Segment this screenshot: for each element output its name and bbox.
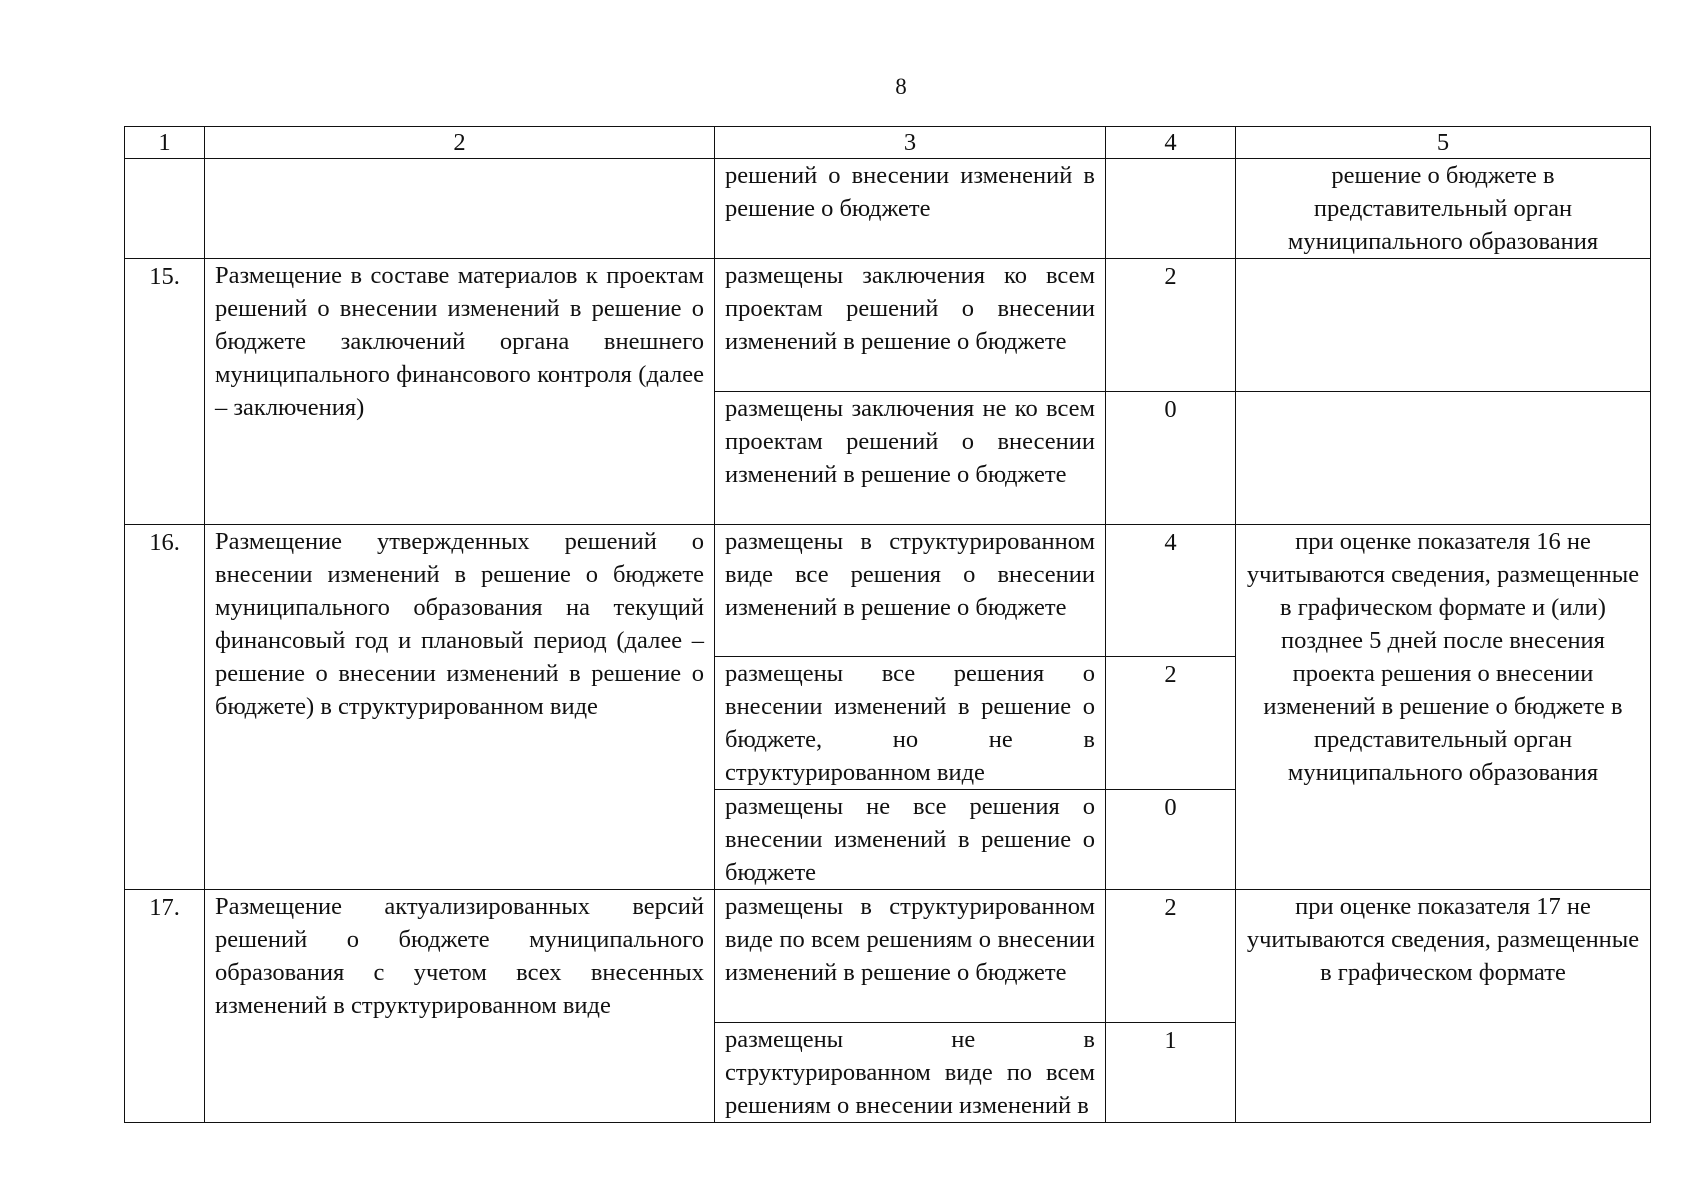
score-cell: 0 (1106, 790, 1236, 890)
header-row (125, 127, 1651, 159)
note-cell (1236, 259, 1651, 392)
criterion-cell: размещены не все решения о внесении изменений в решение о бюджете (715, 790, 1106, 890)
note-cell: при оценке показателя 16 не учитываются сведения, размещенные в графическом формате и (или) позднее 5 дней после внесения проекта решения о внесении изменений в решение о бюджете в представительный орган муниципального образования (1236, 525, 1651, 890)
indicator-cell: Размещение утвержденных решений о внесении изменений в решение о бюджете муниципального образования на текущий финансовый год и плановый период (далее – решение о внесении изменений в решение о бюджете) в структурированном виде (205, 525, 715, 890)
criterion-cell: размещены не в структурированном виде по всем решениям о внесении изменений в (715, 1023, 1106, 1123)
criteria-table (124, 126, 1651, 1123)
criterion-cell: размещены заключения не ко всем проектам решений о внесении изменений в решение о бюджете (715, 392, 1106, 525)
table-row (125, 890, 1651, 1023)
score-cell: 1 (1106, 1023, 1236, 1123)
criterion-cell: решений о внесении изменений в решение о бюджете (715, 159, 1106, 259)
row-number (125, 159, 205, 259)
criterion-cell: размещены все решения о внесении изменений в решение о бюджете, но не в структурированном виде (715, 657, 1106, 790)
criterion-cell: размещены в структурированном виде все решения о внесении изменений в решение о бюджете (715, 525, 1106, 657)
note-cell (1236, 392, 1651, 525)
indicator-cell (205, 159, 715, 259)
score-cell: 2 (1106, 890, 1236, 1023)
indicator-cell: Размещение в составе материалов к проектам решений о внесении изменений в решение о бюджете заключений органа внешнего муниципального финансового контроля (далее – заключения) (205, 259, 715, 525)
score-cell (1106, 159, 1236, 259)
criterion-cell: размещены заключения ко всем проектам решений о внесении изменений в решение о бюджете (715, 259, 1106, 392)
note-cell: решение о бюджете в представительный орган муниципального образования (1236, 159, 1651, 259)
col-header-3: 3 (715, 127, 1106, 159)
score-cell: 2 (1106, 657, 1236, 790)
row-number: 16. (125, 525, 205, 890)
score-cell: 4 (1106, 525, 1236, 657)
page-number: 8 (895, 74, 907, 99)
row-number: 15. (125, 259, 205, 525)
criterion-cell: размещены в структурированном виде по всем решениям о внесении изменений в решение о бюджете (715, 890, 1106, 1023)
score-cell: 2 (1106, 259, 1236, 392)
col-header-5: 5 (1236, 127, 1651, 159)
table-row (125, 259, 1651, 392)
score-cell: 0 (1106, 392, 1236, 525)
table-row (125, 525, 1651, 657)
indicator-cell: Размещение актуализированных версий решений о бюджете муниципального образования с учетом всех внесенных изменений в структурированном виде (205, 890, 715, 1123)
note-cell: при оценке показателя 17 не учитываются сведения, размещенные в графическом формате (1236, 890, 1651, 1123)
row-number: 17. (125, 890, 205, 1123)
col-header-4: 4 (1106, 127, 1236, 159)
col-header-2: 2 (205, 127, 715, 159)
continuation-row (125, 159, 1651, 259)
col-header-1: 1 (125, 127, 205, 159)
